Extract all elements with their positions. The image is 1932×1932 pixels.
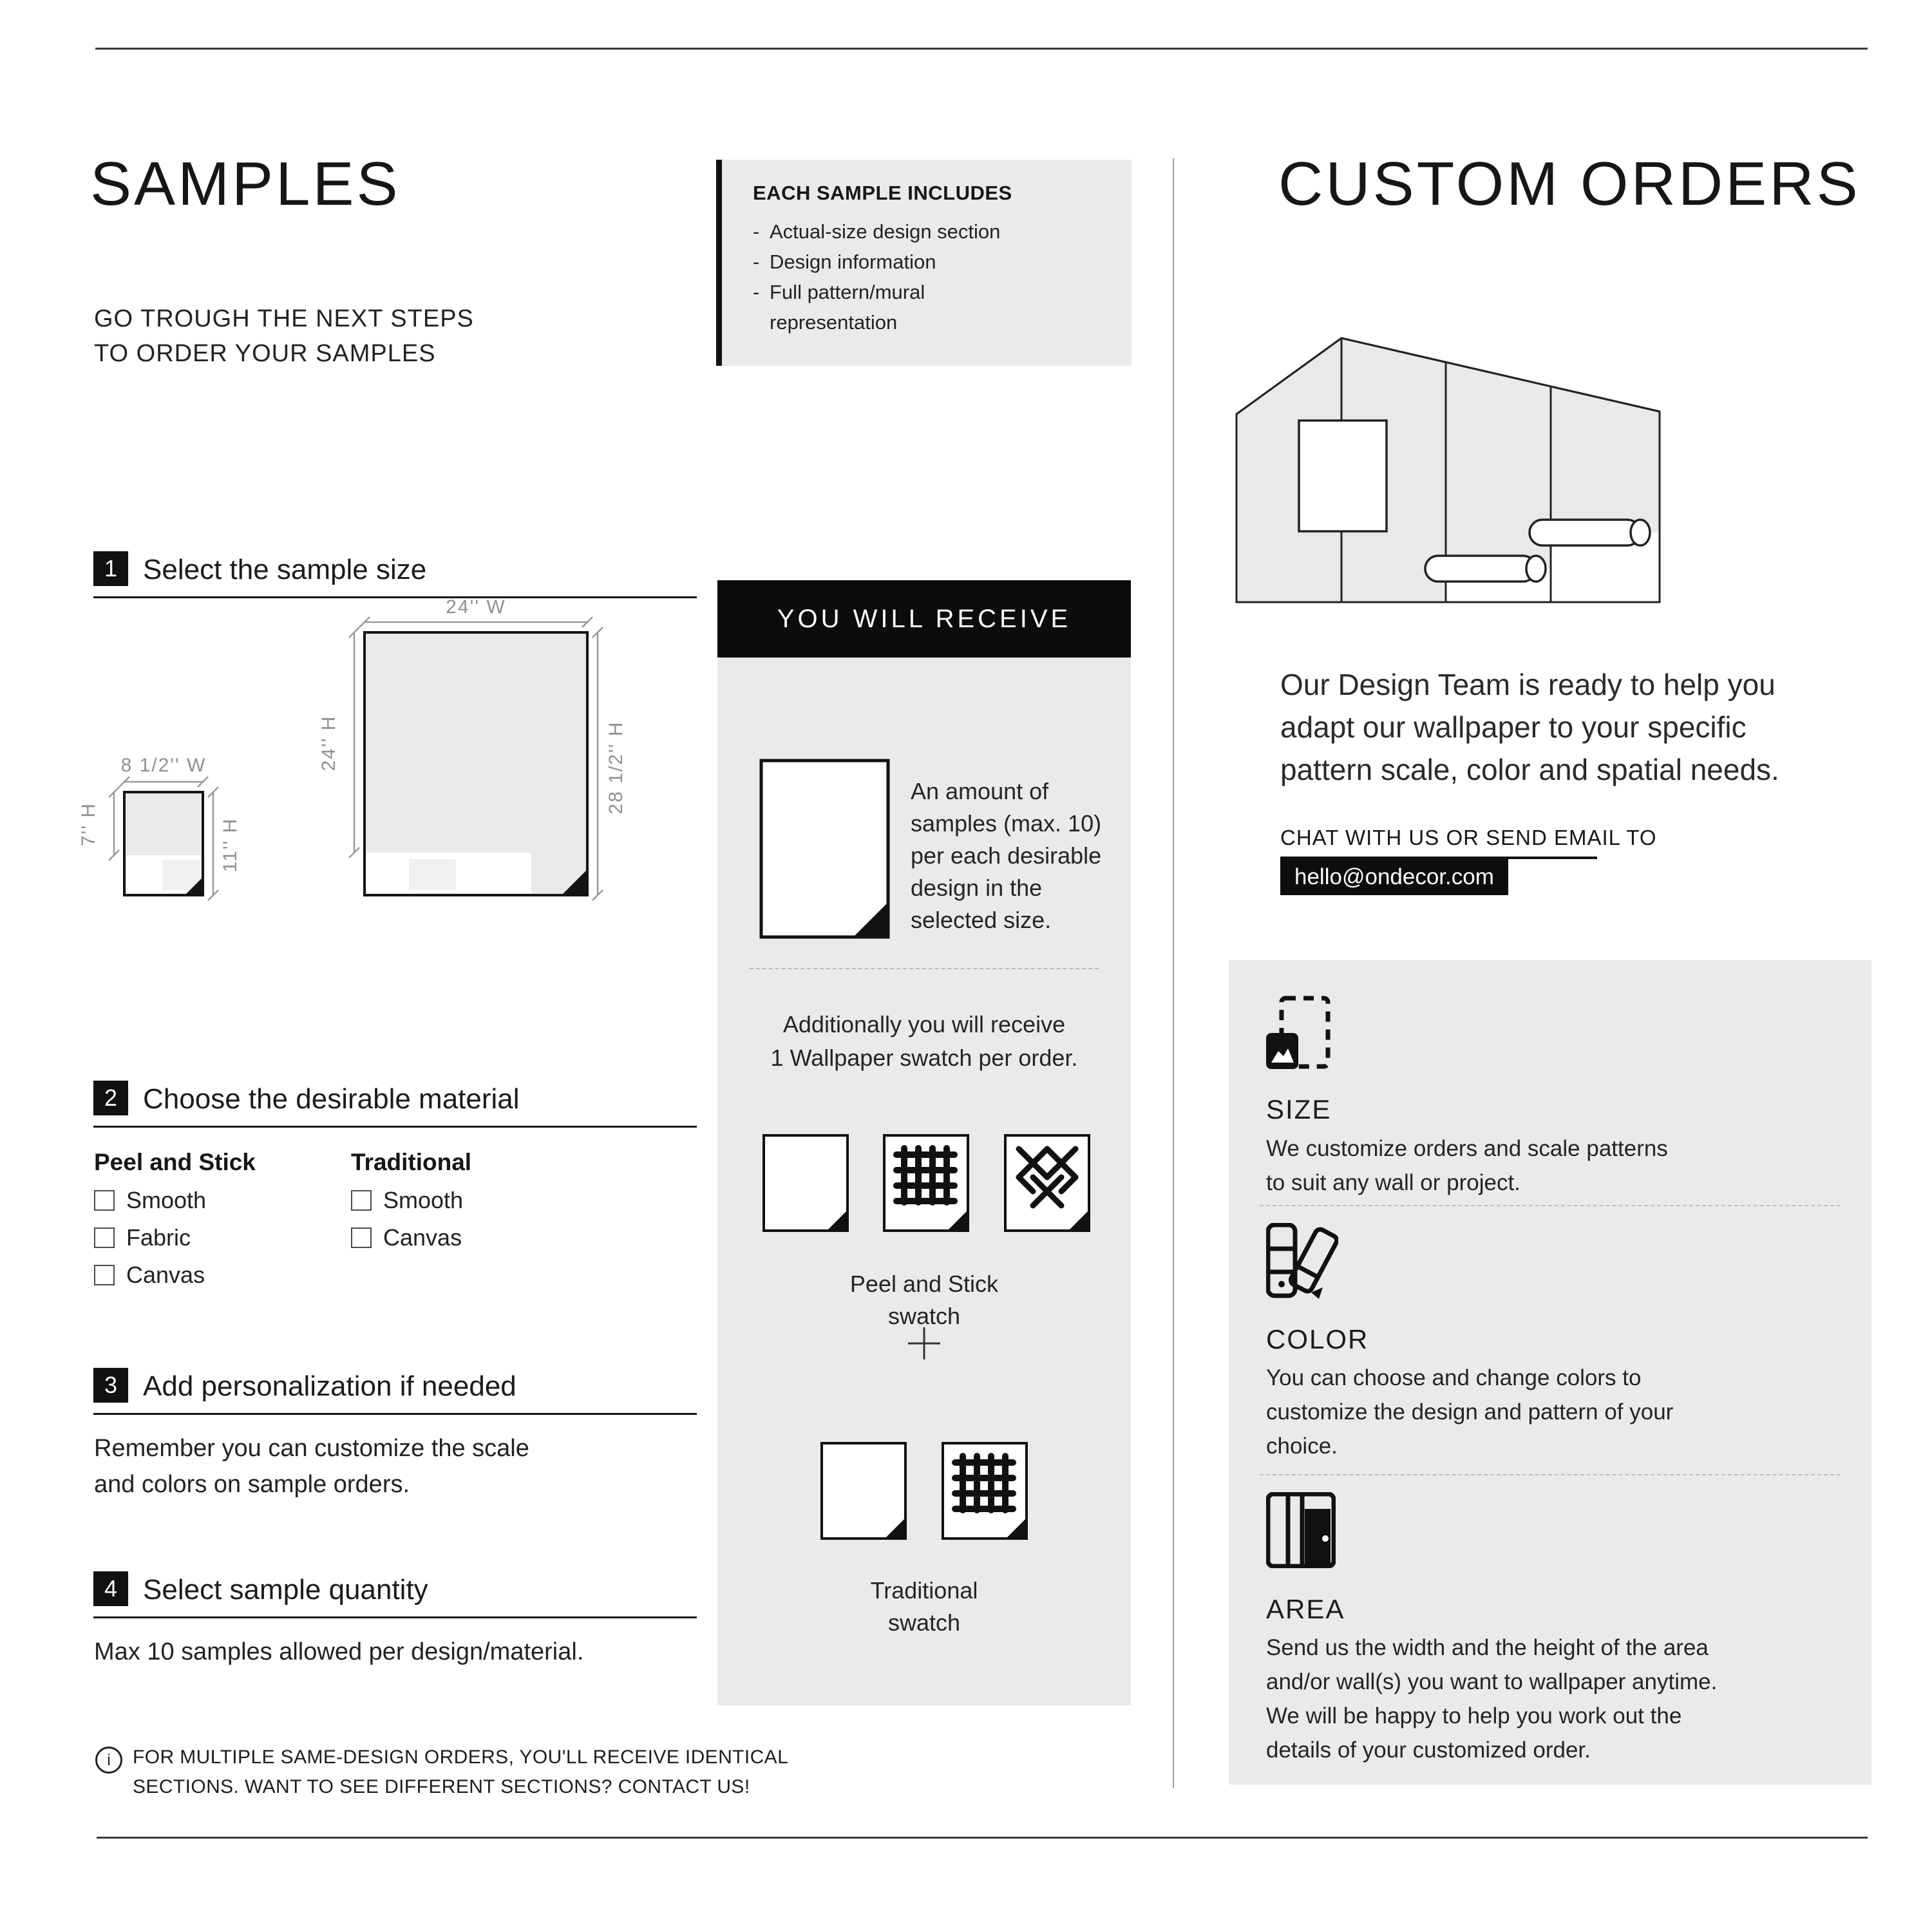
email-chip[interactable]: hello@ondecor.com [1280, 859, 1508, 895]
info-icon: i [95, 1747, 122, 1774]
traditional-header: Traditional [351, 1149, 472, 1175]
includes-item [753, 277, 1112, 337]
size-section-title: SIZE [1266, 1094, 1332, 1124]
material-option-row [351, 1224, 462, 1251]
color-section-line: choice. [1266, 1434, 1338, 1459]
step-3-badge: 3 [93, 1368, 128, 1403]
samples-intro-line: TO ORDER YOUR SAMPLES [94, 340, 436, 367]
custom-intro-line: pattern scale, color and spatial needs. [1280, 753, 1779, 786]
footnote-line: FOR MULTIPLE SAME-DESIGN ORDERS, YOU'LL RECEIVE IDENTICAL [133, 1747, 789, 1768]
option-label: Canvas [126, 1262, 205, 1288]
step-4-title: Select sample quantity [143, 1574, 428, 1605]
dash-bullet: - [753, 220, 760, 243]
step-3-text-line: Remember you can customize the scale [94, 1435, 529, 1462]
receive-text-line: design in the [911, 875, 1043, 901]
sample-page-icon [759, 759, 890, 939]
area-section-line: details of your customized order. [1266, 1738, 1591, 1763]
option-label: Canvas [383, 1224, 462, 1251]
peel-swatch-label-line: Peel and Stick [849, 1271, 999, 1297]
option-label: Smooth [126, 1187, 207, 1213]
dashed-divider [750, 968, 1099, 969]
custom-intro-line: adapt our wallpaper to your specific [1280, 710, 1747, 744]
material-option-row [94, 1262, 205, 1289]
peel-and-stick-header: Peel and Stick [94, 1149, 256, 1175]
fabric-grid-swatch-icon [883, 1134, 969, 1232]
checkbox-peel-canvas[interactable] [94, 1265, 115, 1285]
color-section-line: customize the design and pattern of your [1266, 1399, 1674, 1425]
includes-title: EACH SAMPLE INCLUDES [753, 182, 1012, 204]
size-crop-icon [1266, 996, 1331, 1072]
samples-intro [94, 301, 474, 371]
includes-item-text: representation [770, 311, 898, 334]
color-swatches-icon [1266, 1223, 1338, 1299]
canvas-grid-swatch-icon [942, 1442, 1028, 1540]
material-option-row [94, 1224, 191, 1251]
step-1-title: Select the sample size [143, 554, 427, 585]
area-section-title: AREA [1266, 1594, 1345, 1624]
receive-text-line: selected size. [911, 907, 1052, 933]
additional-text-line: 1 Wallpaper swatch per order. [770, 1045, 1078, 1071]
receive-text-line: samples (max. 10) [911, 810, 1102, 837]
footnote-line: SECTIONS. WANT TO SEE DIFFERENT SECTIONS? CONTACT US! [133, 1776, 750, 1797]
samples-title: SAMPLES [90, 149, 401, 218]
smooth-swatch-icon [820, 1442, 907, 1540]
large-height-left-label: 24'' H [318, 715, 339, 772]
column-divider [1173, 158, 1174, 1788]
size-section-line: to suit any wall or project. [1266, 1170, 1520, 1195]
color-section-line: You can choose and change colors to [1266, 1365, 1642, 1390]
checkbox-peel-smooth[interactable] [94, 1190, 115, 1211]
bottom-rule [97, 1837, 1868, 1839]
each-sample-includes-box [716, 160, 1132, 366]
canvas-crosshatch-swatch-icon [1004, 1134, 1090, 1232]
includes-item [753, 247, 1112, 277]
you-will-receive-panel [717, 658, 1131, 1705]
checkbox-peel-fabric[interactable] [94, 1227, 115, 1248]
size-section-line: We customize orders and scale patterns [1266, 1136, 1668, 1161]
step-1-badge: 1 [93, 551, 128, 586]
option-label: Smooth [383, 1187, 464, 1213]
material-option-row [94, 1187, 206, 1214]
step-3-title: Add personalization if needed [143, 1370, 516, 1402]
step-3-text-line: and colors on sample orders. [94, 1471, 410, 1498]
additional-text-line: Additionally you will receive [782, 1011, 1066, 1037]
step-4-underline [93, 1616, 697, 1618]
includes-item [753, 216, 1112, 247]
step-2-underline [93, 1126, 697, 1128]
custom-intro-line: Our Design Team is ready to help you [1280, 668, 1776, 701]
you-will-receive-header: YOU WILL RECEIVE [717, 580, 1131, 658]
checkbox-traditional-canvas[interactable] [351, 1227, 372, 1248]
step-1-underline [93, 596, 697, 598]
area-section-line: We will be happy to help you work out the [1266, 1703, 1682, 1728]
includes-item-text: Actual-size design section [770, 220, 1001, 243]
includes-item-text: Full pattern/mural [770, 281, 925, 303]
large-width-label: 24'' W [446, 599, 506, 618]
receive-text-line: An amount of [911, 778, 1049, 804]
includes-item-text: Design information [770, 251, 936, 273]
area-section-line: Send us the width and the height of the area [1266, 1635, 1709, 1660]
small-width-label: 8 1/2'' W [120, 755, 207, 776]
step-2-badge: 2 [93, 1081, 128, 1115]
custom-orders-title: CUSTOM ORDERS [1278, 149, 1861, 218]
dash-bullet: - [753, 251, 760, 273]
small-height-left-label: 7'' H [78, 802, 99, 847]
smooth-swatch-icon [762, 1134, 849, 1232]
large-height-right-label: 28 1/2'' H [605, 721, 627, 815]
dash-bullet: - [753, 281, 760, 303]
receive-text-line: per each desirable [911, 842, 1102, 869]
chat-label: CHAT WITH US OR SEND EMAIL TO [1280, 826, 1657, 849]
step-3-underline [93, 1413, 697, 1415]
plus-icon [908, 1327, 940, 1359]
material-option-row [351, 1187, 463, 1214]
dashed-divider [1260, 1205, 1841, 1206]
samples-intro-line: GO TROUGH THE NEXT STEPS [94, 305, 474, 332]
option-label: Fabric [126, 1224, 191, 1251]
traditional-swatch-label-line: swatch [887, 1609, 961, 1636]
sample-size-diagram [77, 599, 657, 908]
custom-orders-panel [1229, 960, 1871, 1785]
area-section-line: and/or wall(s) you want to wallpaper anytime. [1266, 1669, 1718, 1694]
step-4-badge: 4 [93, 1571, 128, 1606]
small-height-right-label: 11'' H [220, 817, 241, 873]
peel-swatch-label-line: swatch [887, 1303, 961, 1329]
wallpaper-wall-illustration [1220, 319, 1710, 621]
traditional-swatch-label-line: Traditional [870, 1577, 978, 1604]
step-2-title: Choose the desirable material [143, 1083, 520, 1115]
checkbox-traditional-smooth[interactable] [351, 1190, 372, 1211]
color-section-title: COLOR [1266, 1324, 1369, 1354]
top-rule [95, 48, 1868, 50]
dashed-divider [1260, 1474, 1841, 1475]
step-4-text-line: Max 10 samples allowed per design/material. [94, 1638, 584, 1665]
area-wall-icon [1266, 1492, 1336, 1568]
